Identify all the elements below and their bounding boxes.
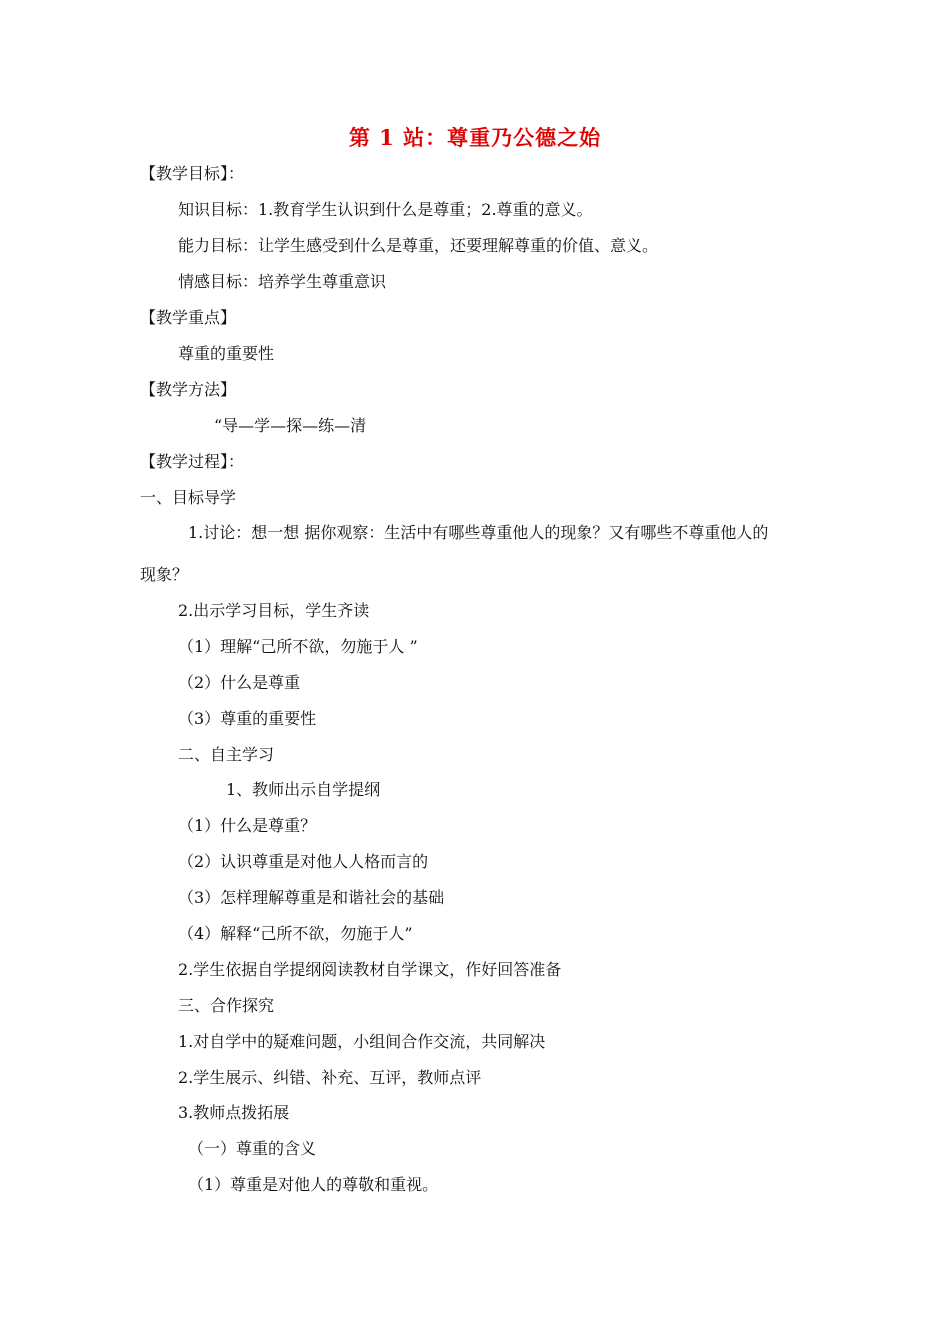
list-item: （3）尊重的重要性 bbox=[178, 709, 317, 728]
subsection-self-study: 二、自主学习 bbox=[178, 745, 275, 764]
paragraph-ability-objective: 能力目标：让学生感受到什么是尊重，还要理解尊重的价值、意义。 bbox=[178, 236, 659, 255]
section-heading-objectives: 【教学目标】： bbox=[140, 164, 245, 183]
list-item: 1.对自学中的疑难问题，小组间合作交流，共同解决 bbox=[178, 1032, 546, 1051]
paragraph-method: “导—学—探—练—清 bbox=[214, 416, 367, 435]
section-heading-method: 【教学方法】 bbox=[140, 380, 237, 399]
paragraph-read-textbook: 2.学生依据自学提纲阅读教材自学课文，作好回答准备 bbox=[178, 960, 562, 979]
paragraph-discussion-cont: 现象？ bbox=[140, 565, 189, 584]
document-title: 第 1 站：尊重乃公德之始 bbox=[348, 125, 602, 150]
section-heading-key-point: 【教学重点】 bbox=[140, 308, 237, 327]
list-item: （1）什么是尊重？ bbox=[178, 816, 317, 835]
paragraph-outline: 1、教师出示自学提纲 bbox=[226, 780, 381, 799]
subsection-cooperation: 三、合作探究 bbox=[178, 996, 275, 1015]
list-item: （2）认识尊重是对他人人格而言的 bbox=[178, 852, 429, 871]
subsection-goal-guidance: 一、目标导学 bbox=[140, 488, 237, 507]
list-item: 3.教师点拨拓展 bbox=[178, 1103, 290, 1122]
list-item: （1）理解“己所不欲，勿施于人 ” bbox=[178, 637, 418, 656]
section-heading-process: 【教学过程】： bbox=[140, 452, 245, 471]
paragraph-emotion-objective: 情感目标：培养学生尊重意识 bbox=[178, 272, 387, 291]
subsection-meaning: （一）尊重的含义 bbox=[188, 1139, 317, 1158]
list-item: （4）解释“己所不欲，勿施于人” bbox=[178, 924, 413, 943]
list-item: （2）什么是尊重 bbox=[178, 673, 301, 692]
list-item: 2.学生展示、纠错、补充、互评，教师点评 bbox=[178, 1068, 482, 1087]
paragraph-knowledge-objective: 知识目标：1.教育学生认识到什么是尊重；2.尊重的意义。 bbox=[178, 200, 593, 219]
list-item: （3）怎样理解尊重是和谐社会的基础 bbox=[178, 888, 445, 907]
paragraph-discussion: 1.讨论：想一想 据你观察：生活中有哪些尊重他人的现象？又有哪些不尊重他人的 bbox=[188, 523, 769, 542]
paragraph-show-goals: 2.出示学习目标，学生齐读 bbox=[178, 601, 370, 620]
paragraph-key-point: 尊重的重要性 bbox=[178, 344, 275, 363]
list-item: （1）尊重是对他人的尊敬和重视。 bbox=[188, 1175, 439, 1194]
